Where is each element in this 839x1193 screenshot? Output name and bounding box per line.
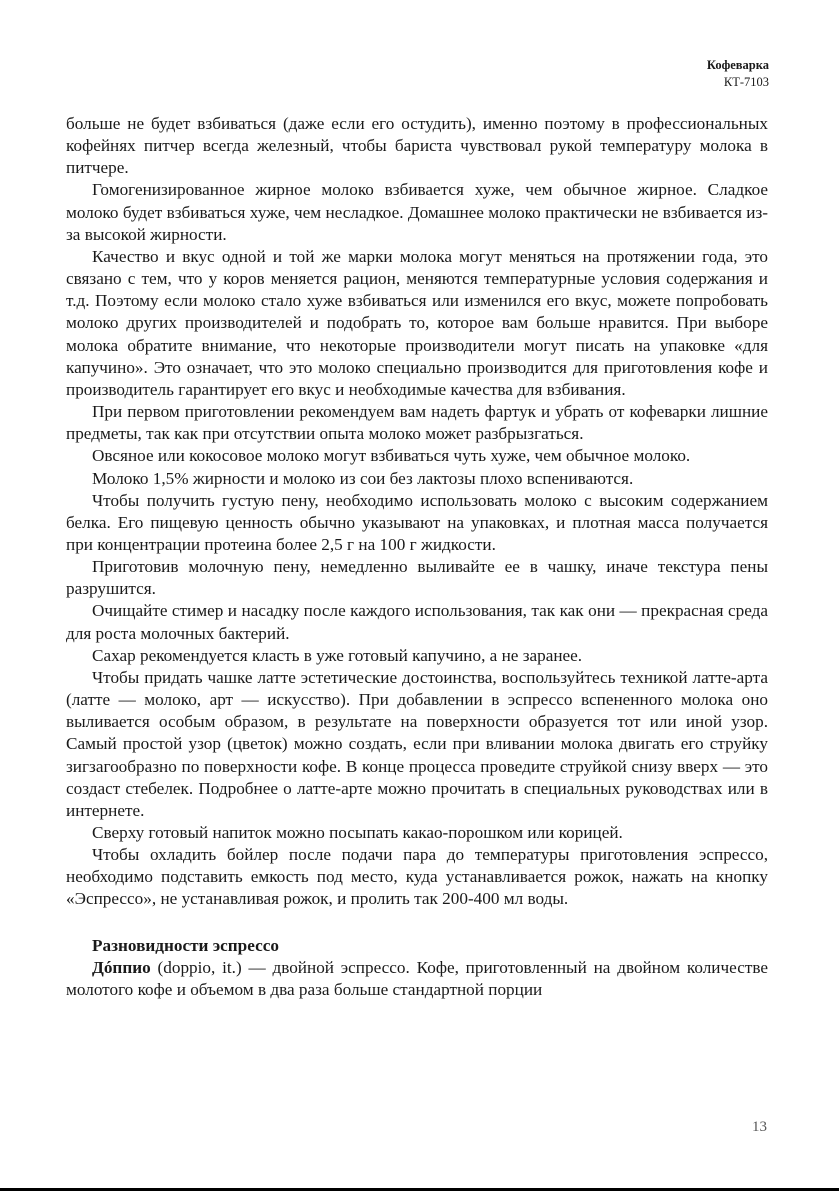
paragraph: Чтобы придать чашке латте эстетические достоинства, воспользуйтесь техникой латте-арта (латте — молоко, арт — искусство). При добавлении в эспрессо вспененного молока оно выливается особым образом, в результате на поверхности образуется тот или иной узор. Самый простой узор (цветок) можно создать, если при вливании молока двигать его струйку зигзагообразно по поверхности кофе. В конце процесса проведите струйкой снизу вверх — это создаст стебелек. Подробнее о латте-арте можно прочитать в специальных руководствах или в интернете. [66, 667, 768, 820]
paragraph: Качество и вкус одной и той же марки молока могут меняться на протяжении года, это связано с тем, что у коров меняется рацион, меняются температурные условия содержания и т.д. Поэтому если молоко стало хуже взбиваться или изменился его вкус, можете попробовать молоко других производителей и подобрать то, которое вам больше нравится. При выборе молока обратите внимание, что некоторые производители могут писать на упаковке «для капучино». Это означает, что это молоко специально производится для приготовления кофе и производитель гарантирует его вкус и необходимые качества для взбивания. [66, 246, 768, 399]
header-title: Кофеварка [706, 58, 769, 72]
section-heading: Разновидности эспрессо [92, 935, 279, 955]
paragraph: Приготовив молочную пену, немедленно выливайте ее в чашку, иначе текстура пены разрушится. [66, 557, 768, 599]
paragraph: Чтобы охладить бойлер после подачи пара до температуры приготовления эспрессо, необходимо подставить емкость под место, куда устанавливается рожок, нажать на кнопку «Эспрессо», не устанавливая рожок, и пролить так 200-400 мл воды. [66, 845, 768, 909]
page-number: 13 [752, 1119, 767, 1135]
term-definition: (doppio, it.) — двойной эспрессо. Кофе, приготовленный на двойном количестве молотого кофе и объемом в два раза больше стандартной порции [66, 957, 768, 999]
paragraph: Сахар рекомендуется класть в уже готовый капучино, а не заранее. [92, 645, 583, 665]
term: Дóппио [92, 957, 151, 977]
running-header [707, 57, 769, 91]
paragraph: Очищайте стимер и насадку после каждого использования, так как они — прекрасная среда для роста молочных бактерий. [66, 601, 768, 643]
paragraph: больше не будет взбиваться (даже если его остудить), именно поэтому в профессиональных кофейнях питчер всегда железный, чтобы бариста чувствовал рукой температуру молока в питчере. [66, 114, 768, 178]
paragraph: Молоко 1,5% жирности и молоко из сои без лактозы плохо вспениваются. [92, 468, 634, 488]
paragraph: Гомогенизированное жирное молоко взбивается хуже, чем обычное жирное. Сладкое молоко будет взбиваться хуже, чем несладкое. Домашнее молоко практически не взбивается из-за высокой жирности. [66, 180, 768, 244]
header-model: КТ-7103 [723, 75, 769, 89]
paragraph: Чтобы получить густую пену, необходимо использовать молоко с высоким содержанием белка. Его пищевую ценность обычно указывают на упаковках, и плотная масса получается при концентрации протеина более 2,5 г на 100 г жидкости. [66, 490, 768, 554]
page-body [66, 113, 768, 1001]
paragraph: Овсяное или кокосовое молоко могут взбиваться чуть хуже, чем обычное молоко. [92, 446, 691, 466]
paragraph: Сверху готовый напиток можно посыпать какао-порошком или корицей. [92, 823, 623, 842]
bottom-border [0, 1188, 839, 1191]
paragraph: При первом приготовлении рекомендуем вам надеть фартук и убрать от кофеварки лишние предметы, так как при отсутствии опыта молоко может разбрызгаться. [66, 402, 768, 444]
definition-paragraph [66, 957, 768, 1001]
